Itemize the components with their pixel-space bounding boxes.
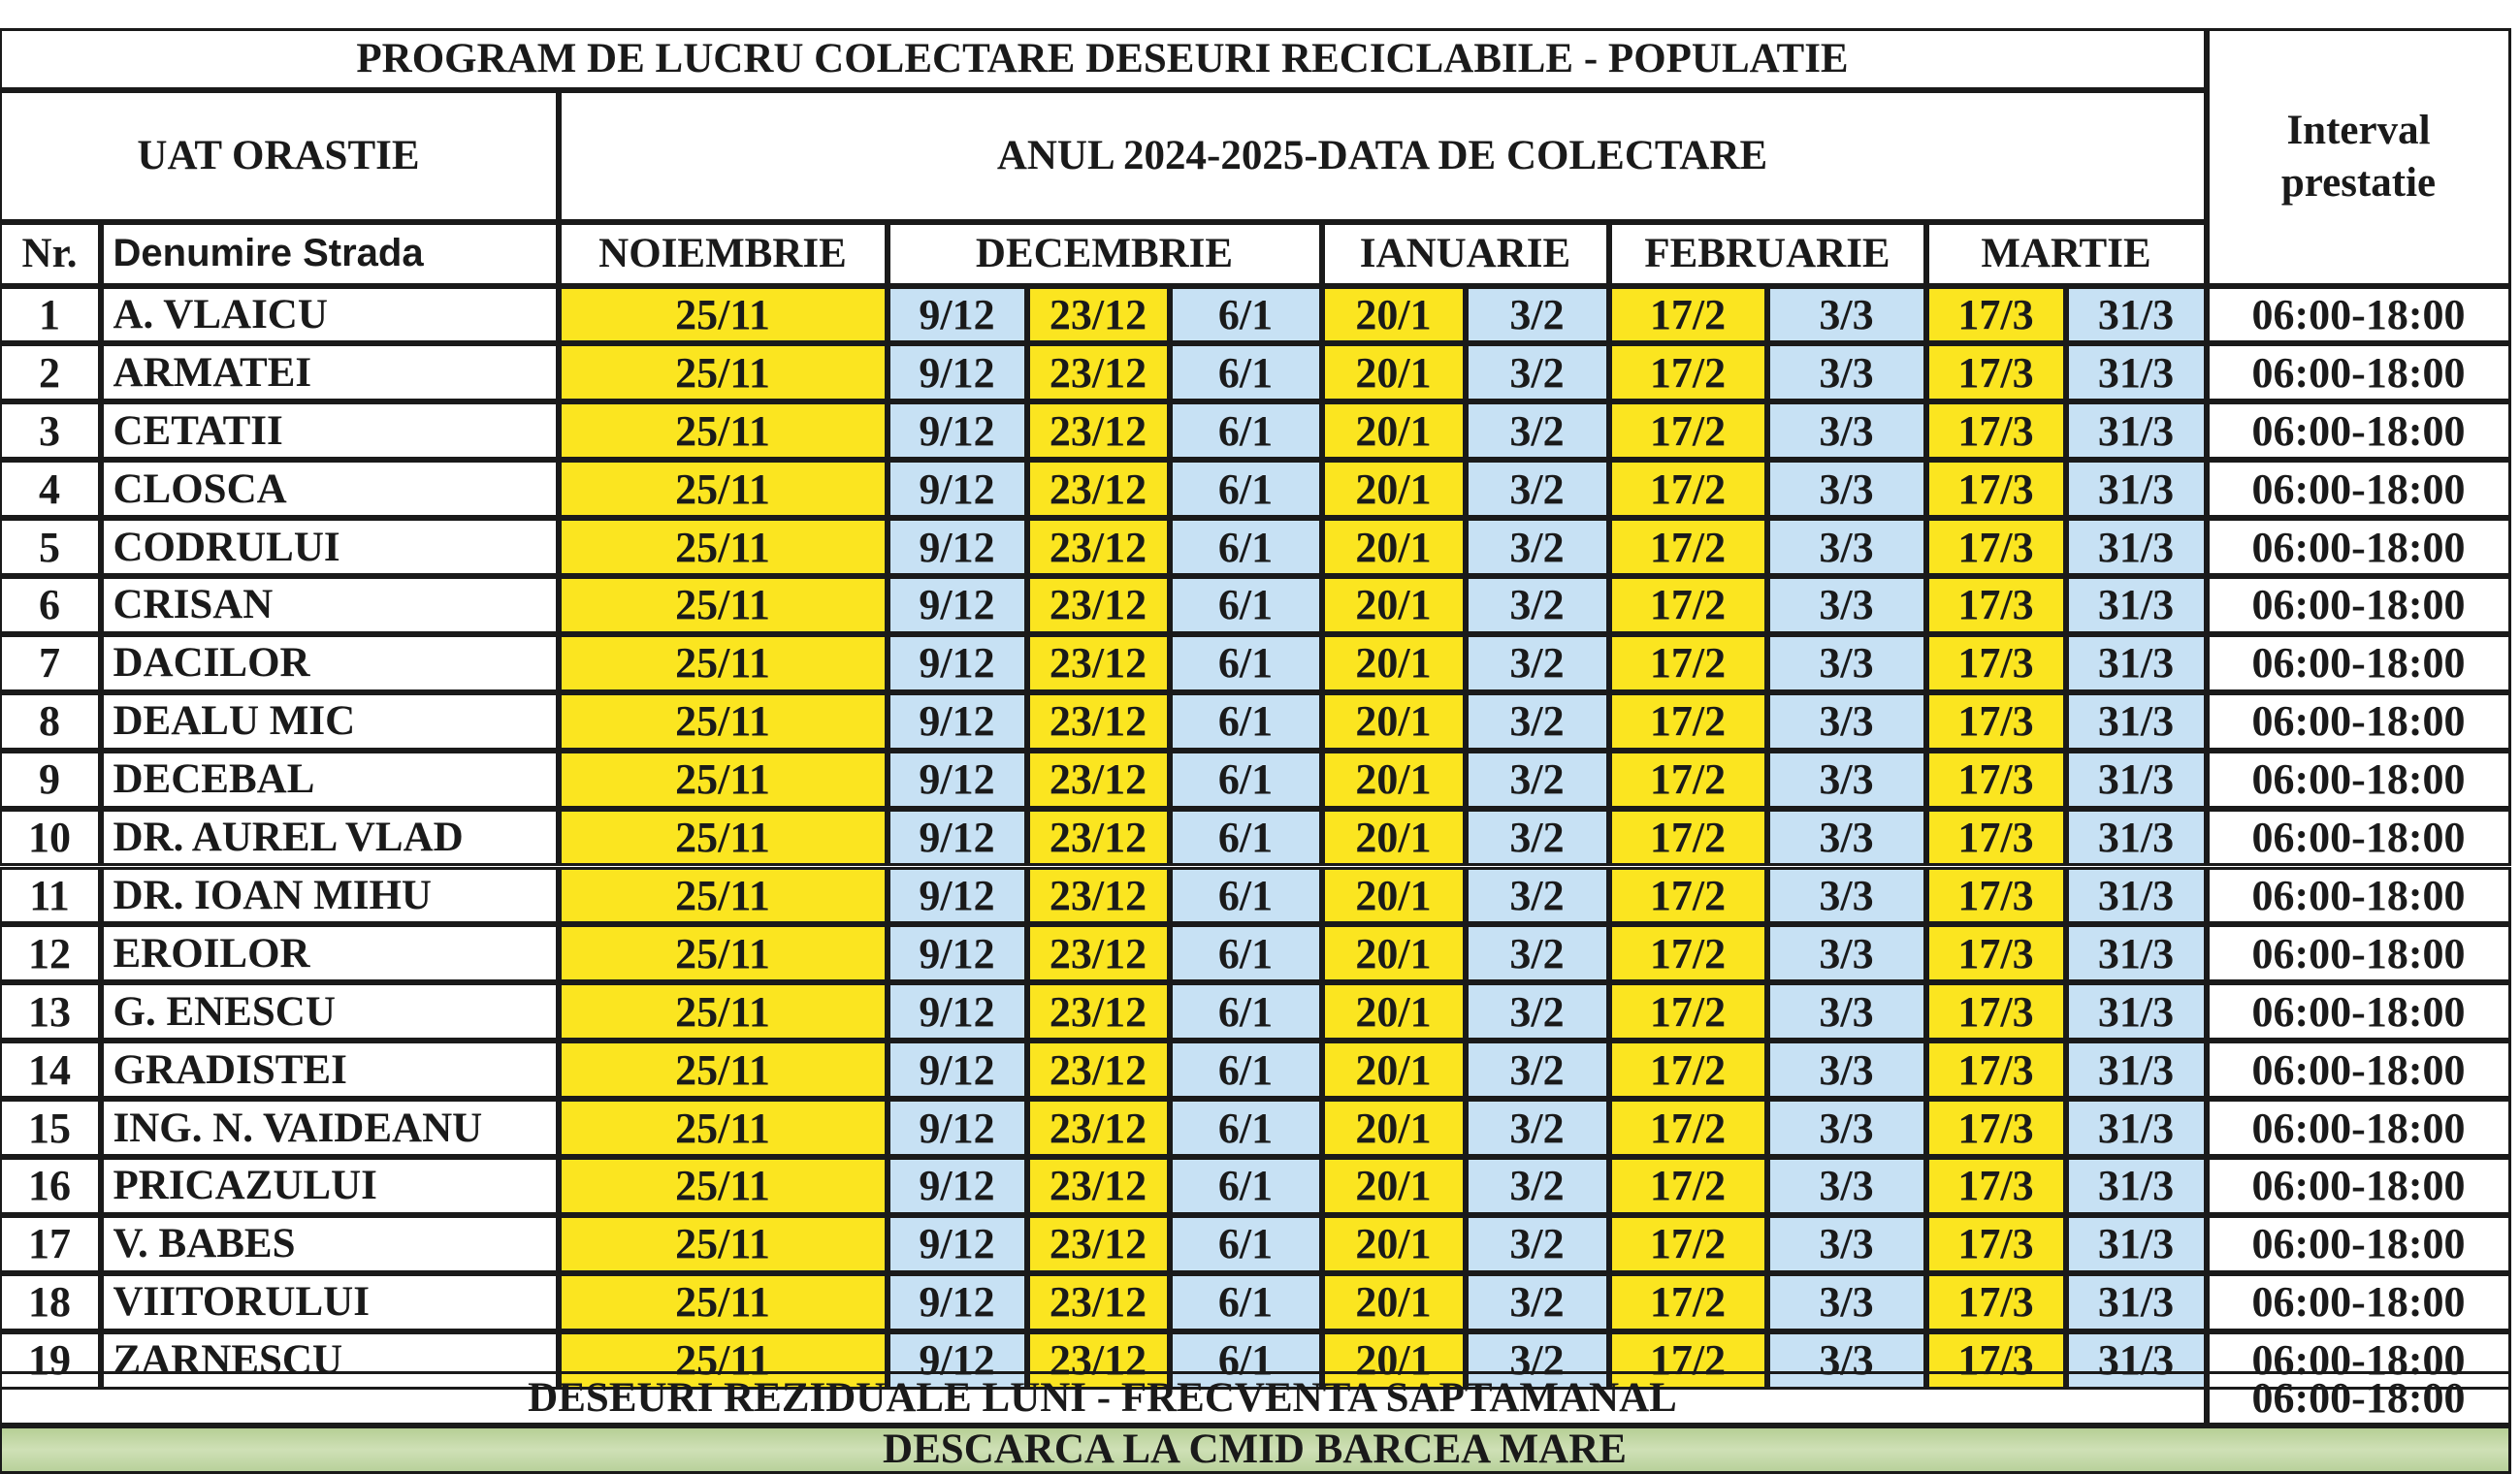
collection-date: 17/3 [1926,576,2066,634]
collection-date: 3/2 [1466,1215,1609,1273]
row-number: 18 [0,1273,101,1331]
collection-date: 6/1 [1170,343,1322,401]
street-name: ZARNESCU [101,1331,559,1390]
uat-label: UAT ORASTIE [0,90,559,222]
collection-date: 31/3 [2066,1157,2207,1215]
collection-date: 25/11 [559,401,888,460]
service-interval: 06:00-18:00 [2207,692,2511,751]
collection-date: 31/3 [2066,634,2207,692]
collection-date: 31/3 [2066,343,2207,401]
collection-date: 17/3 [1926,1041,2066,1099]
collection-date: 23/12 [1027,634,1170,692]
row-number: 15 [0,1099,101,1157]
collection-date: 3/3 [1767,286,1926,344]
collection-date: 25/11 [559,1099,888,1157]
collection-date: 23/12 [1027,1215,1170,1273]
collection-date: 17/3 [1926,809,2066,867]
collection-date: 6/1 [1170,401,1322,460]
collection-date: 23/12 [1027,401,1170,460]
collection-date: 31/3 [2066,1331,2207,1390]
collection-date: 9/12 [888,809,1027,867]
service-interval: 06:00-18:00 [2207,751,2511,809]
street-name: DR. IOAN MIHU [101,867,559,925]
street-name: GRADISTEI [101,1041,559,1099]
collection-date: 3/2 [1466,982,1609,1041]
collection-date: 25/11 [559,924,888,982]
collection-date: 25/11 [559,1041,888,1099]
collection-date: 3/3 [1767,1273,1926,1331]
collection-date: 31/3 [2066,1215,2207,1273]
collection-date: 17/3 [1926,692,2066,751]
collection-date: 17/3 [1926,1215,2066,1273]
collection-date: 9/12 [888,634,1027,692]
collection-date: 3/2 [1466,809,1609,867]
collection-date: 6/1 [1170,634,1322,692]
collection-date: 23/12 [1027,1331,1170,1390]
collection-date: 17/2 [1609,1041,1767,1099]
collection-date: 17/2 [1609,576,1767,634]
collection-date: 17/2 [1609,1215,1767,1273]
collection-date: 25/11 [559,1273,888,1331]
collection-date: 9/12 [888,982,1027,1041]
collection-date: 6/1 [1170,286,1322,344]
collection-date: 25/11 [559,576,888,634]
row-number: 14 [0,1041,101,1099]
collection-date: 17/3 [1926,982,2066,1041]
collection-date: 25/11 [559,634,888,692]
collection-date: 3/2 [1466,1157,1609,1215]
street-name: V. BABES [101,1215,559,1273]
collection-date: 20/1 [1322,692,1466,751]
street-name: PRICAZULUI [101,1157,559,1215]
collection-date: 23/12 [1027,576,1170,634]
collection-date: 20/1 [1322,343,1466,401]
collection-date: 25/11 [559,1157,888,1215]
collection-date: 9/12 [888,867,1027,925]
collection-date: 25/11 [559,692,888,751]
collection-date: 17/3 [1926,1099,2066,1157]
collection-date: 17/2 [1609,809,1767,867]
interval-header [2207,28,2511,286]
collection-date: 3/3 [1767,401,1926,460]
service-interval: 06:00-18:00 [2207,401,2511,460]
collection-date: 9/12 [888,343,1027,401]
residual-waste-text: DESEURI REZIDUALE LUNI - FRECVENTA SAPTAMANAL [0,1371,2207,1426]
collection-date: 17/3 [1926,634,2066,692]
collection-date: 3/3 [1767,692,1926,751]
service-interval: 06:00-18:00 [2207,1157,2511,1215]
collection-date: 23/12 [1027,692,1170,751]
year-label: ANUL 2024-2025-DATA DE COLECTARE [559,90,2207,222]
service-interval: 06:00-18:00 [2207,518,2511,576]
collection-date: 3/3 [1767,809,1926,867]
collection-date: 20/1 [1322,1273,1466,1331]
collection-date: 6/1 [1170,1215,1322,1273]
collection-date: 3/3 [1767,1331,1926,1390]
collection-date: 3/3 [1767,343,1926,401]
collection-date: 17/2 [1609,1099,1767,1157]
collection-date: 17/2 [1609,518,1767,576]
collection-date: 3/3 [1767,1157,1926,1215]
collection-date: 31/3 [2066,286,2207,344]
collection-date: 9/12 [888,460,1027,518]
service-interval: 06:00-18:00 [2207,1099,2511,1157]
collection-date: 3/3 [1767,751,1926,809]
collection-date: 31/3 [2066,1099,2207,1157]
service-interval: 06:00-18:00 [2207,867,2511,925]
collection-date: 23/12 [1027,809,1170,867]
collection-date: 17/2 [1609,982,1767,1041]
collection-date: 3/3 [1767,518,1926,576]
collection-date: 6/1 [1170,1041,1322,1099]
collection-date: 25/11 [559,809,888,867]
collection-date: 31/3 [2066,692,2207,751]
collection-date: 3/2 [1466,460,1609,518]
collection-date: 17/2 [1609,634,1767,692]
collection-date: 17/2 [1609,924,1767,982]
collection-date: 3/2 [1466,286,1609,344]
service-interval: 06:00-18:00 [2207,460,2511,518]
collection-date: 20/1 [1322,982,1466,1041]
collection-date: 9/12 [888,924,1027,982]
row-number: 13 [0,982,101,1041]
collection-date: 20/1 [1322,1041,1466,1099]
street-name: G. ENESCU [101,982,559,1041]
row-number: 17 [0,1215,101,1273]
street-name: CLOSCA [101,460,559,518]
street-name: CETATII [101,401,559,460]
row-number: 10 [0,809,101,867]
service-interval: 06:00-18:00 [2207,1041,2511,1099]
row-number: 4 [0,460,101,518]
row-number: 8 [0,692,101,751]
collection-date: 17/3 [1926,1157,2066,1215]
month-header-ianuarie: IANUARIE [1322,222,1609,286]
collection-date: 3/3 [1767,634,1926,692]
collection-date: 3/2 [1466,1041,1609,1099]
month-header-februarie: FEBRUARIE [1609,222,1926,286]
street-name: DEALU MIC [101,692,559,751]
collection-date: 17/2 [1609,867,1767,925]
row-number: 11 [0,867,101,925]
collection-date: 20/1 [1322,634,1466,692]
collection-date: 17/2 [1609,460,1767,518]
schedule-title: PROGRAM DE LUCRU COLECTARE DESEURI RECICLABILE - POPULATIE [0,28,2207,90]
collection-date: 17/3 [1926,867,2066,925]
service-interval: 06:00-18:00 [2207,982,2511,1041]
collection-date: 3/2 [1466,401,1609,460]
collection-date: 31/3 [2066,867,2207,925]
collection-date: 25/11 [559,1331,888,1390]
collection-date: 23/12 [1027,1041,1170,1099]
collection-date: 6/1 [1170,751,1322,809]
collection-schedule-table [0,29,2512,1472]
service-interval: 06:00-18:00 [2207,576,2511,634]
collection-date: 20/1 [1322,867,1466,925]
collection-date: 3/3 [1767,1099,1926,1157]
collection-date: 6/1 [1170,1331,1322,1390]
collection-date: 23/12 [1027,867,1170,925]
collection-date: 9/12 [888,1099,1027,1157]
collection-date: 20/1 [1322,460,1466,518]
collection-date: 20/1 [1322,401,1466,460]
service-interval: 06:00-18:00 [2207,1273,2511,1331]
collection-date: 9/12 [888,1157,1027,1215]
collection-date: 3/2 [1466,867,1609,925]
collection-date: 17/3 [1926,518,2066,576]
collection-date: 3/2 [1466,1331,1609,1390]
collection-date: 23/12 [1027,1099,1170,1157]
interval-header-text: Interval prestatie [2280,107,2437,206]
street-name: EROILOR [101,924,559,982]
collection-date: 17/3 [1926,751,2066,809]
collection-date: 6/1 [1170,924,1322,982]
collection-date: 17/2 [1609,1331,1767,1390]
street-name: CODRULUI [101,518,559,576]
row-number: 3 [0,401,101,460]
collection-date: 9/12 [888,1331,1027,1390]
collection-date: 6/1 [1170,809,1322,867]
collection-date: 6/1 [1170,1157,1322,1215]
collection-date: 17/3 [1926,343,2066,401]
collection-date: 25/11 [559,751,888,809]
collection-date: 9/12 [888,1273,1027,1331]
collection-date: 31/3 [2066,924,2207,982]
collection-date: 6/1 [1170,867,1322,925]
collection-date: 3/2 [1466,751,1609,809]
collection-date: 3/2 [1466,343,1609,401]
collection-date: 6/1 [1170,1099,1322,1157]
collection-date: 31/3 [2066,460,2207,518]
collection-date: 9/12 [888,751,1027,809]
collection-date: 6/1 [1170,576,1322,634]
service-interval: 06:00-18:00 [2207,1215,2511,1273]
row-number: 2 [0,343,101,401]
collection-date: 9/12 [888,1215,1027,1273]
month-header-martie: MARTIE [1926,222,2207,286]
collection-date: 3/3 [1767,1041,1926,1099]
collection-date: 25/11 [559,460,888,518]
collection-date: 31/3 [2066,518,2207,576]
street-name: ING. N. VAIDEANU [101,1099,559,1157]
collection-date: 17/3 [1926,1273,2066,1331]
row-number: 9 [0,751,101,809]
row-number: 12 [0,924,101,982]
collection-date: 23/12 [1027,1157,1170,1215]
street-name: DECEBAL [101,751,559,809]
collection-date: 23/12 [1027,518,1170,576]
footer-text: DESCARCA LA CMID BARCEA MARE [0,1426,2511,1474]
collection-date: 3/3 [1767,576,1926,634]
collection-date: 3/2 [1466,692,1609,751]
month-header-decembrie: DECEMBRIE [888,222,1322,286]
collection-date: 6/1 [1170,692,1322,751]
column-street-header-text: Denumire Strada [113,232,424,274]
collection-date: 31/3 [2066,751,2207,809]
collection-date: 9/12 [888,286,1027,344]
collection-date: 23/12 [1027,286,1170,344]
service-interval: 06:00-18:00 [2207,634,2511,692]
collection-date: 6/1 [1170,982,1322,1041]
street-name: VIITORULUI [101,1273,559,1331]
collection-date: 17/3 [1926,401,2066,460]
collection-date: 17/2 [1609,401,1767,460]
collection-date: 20/1 [1322,809,1466,867]
collection-date: 6/1 [1170,518,1322,576]
collection-date: 25/11 [559,867,888,925]
collection-date: 9/12 [888,518,1027,576]
collection-date: 20/1 [1322,924,1466,982]
street-name: ARMATEI [101,343,559,401]
collection-date: 20/1 [1322,751,1466,809]
collection-date: 3/2 [1466,924,1609,982]
row-number: 5 [0,518,101,576]
collection-date: 25/11 [559,982,888,1041]
collection-date: 31/3 [2066,1273,2207,1331]
collection-date: 17/2 [1609,343,1767,401]
collection-date: 23/12 [1027,924,1170,982]
collection-date: 20/1 [1322,1157,1466,1215]
service-interval: 06:00-18:00 [2207,343,2511,401]
collection-date: 3/2 [1466,1273,1609,1331]
collection-date: 3/2 [1466,518,1609,576]
collection-date: 17/2 [1609,1273,1767,1331]
row-number: 16 [0,1157,101,1215]
collection-date: 3/3 [1767,460,1926,518]
collection-date: 17/3 [1926,924,2066,982]
collection-date: 25/11 [559,343,888,401]
collection-date: 20/1 [1322,286,1466,344]
collection-date: 9/12 [888,401,1027,460]
collection-date: 3/3 [1767,924,1926,982]
collection-date: 17/3 [1926,286,2066,344]
collection-date: 23/12 [1027,1273,1170,1331]
collection-date: 25/11 [559,518,888,576]
collection-date: 31/3 [2066,576,2207,634]
collection-date: 9/12 [888,576,1027,634]
collection-date: 31/3 [2066,401,2207,460]
street-name: A. VLAICU [101,286,559,344]
row-number: 19 [0,1331,101,1390]
service-interval: 06:00-18:00 [2207,1331,2511,1390]
collection-date: 31/3 [2066,982,2207,1041]
collection-date: 20/1 [1322,1331,1466,1390]
collection-date: 23/12 [1027,343,1170,401]
street-name: DACILOR [101,634,559,692]
column-street-header [101,222,559,286]
collection-date: 3/2 [1466,1099,1609,1157]
collection-date: 9/12 [888,692,1027,751]
row-number: 6 [0,576,101,634]
collection-date: 3/3 [1767,982,1926,1041]
collection-date: 17/3 [1926,460,2066,518]
collection-date: 3/3 [1767,867,1926,925]
street-name: DR. AUREL VLAD [101,809,559,867]
service-interval: 06:00-18:00 [2207,809,2511,867]
collection-date: 6/1 [1170,1273,1322,1331]
collection-date: 3/2 [1466,634,1609,692]
collection-date: 9/12 [888,1041,1027,1099]
collection-date: 17/2 [1609,1157,1767,1215]
collection-date: 17/2 [1609,751,1767,809]
collection-date: 25/11 [559,286,888,344]
collection-date: 17/2 [1609,286,1767,344]
collection-date: 31/3 [2066,1041,2207,1099]
collection-date: 20/1 [1322,1215,1466,1273]
collection-date: 23/12 [1027,982,1170,1041]
row-number: 7 [0,634,101,692]
row-number: 1 [0,286,101,344]
collection-date: 3/3 [1767,1215,1926,1273]
collection-date: 23/12 [1027,751,1170,809]
service-interval: 06:00-18:00 [2207,924,2511,982]
collection-date: 20/1 [1322,518,1466,576]
street-name: CRISAN [101,576,559,634]
collection-date: 20/1 [1322,1099,1466,1157]
collection-date: 3/2 [1466,576,1609,634]
collection-date: 17/2 [1609,692,1767,751]
collection-date: 25/11 [559,1215,888,1273]
collection-date: 17/3 [1926,1331,2066,1390]
collection-date: 23/12 [1027,460,1170,518]
collection-date: 31/3 [2066,809,2207,867]
collection-date: 20/1 [1322,576,1466,634]
collection-date: 6/1 [1170,460,1322,518]
residual-interval: 06:00-18:00 [2207,1371,2511,1426]
column-nr-header: Nr. [0,222,101,286]
month-header-noiembrie: NOIEMBRIE [559,222,888,286]
service-interval: 06:00-18:00 [2207,286,2511,344]
